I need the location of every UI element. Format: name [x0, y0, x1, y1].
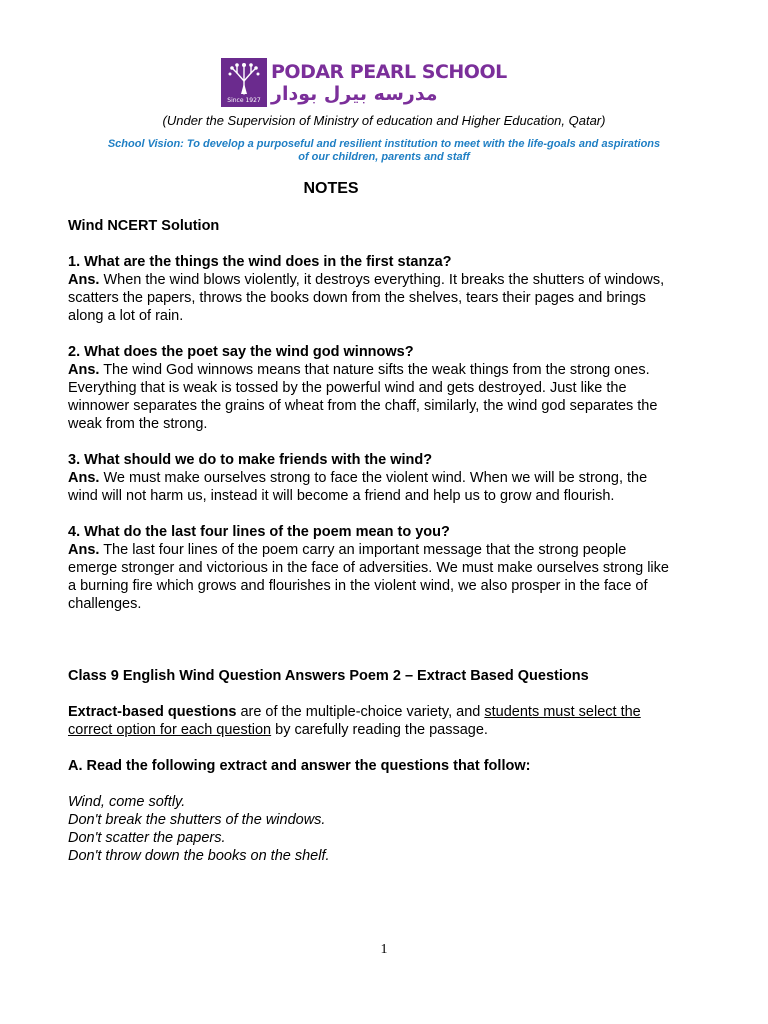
answer-text: The wind God winnows means that nature sifts the weak things from the strong ones. Everything that is weak is tossed by the powerful wind and gets destroyed. Just like the winnower separates the grains of wheat from the chaff, similarly, the wind god separates the weak from the strong.	[68, 362, 658, 432]
answer-label: Ans.	[68, 272, 100, 288]
answer-text: We must make ourselves strong to face the violent wind. When we will be strong, the wind will not harm us, instead it will become a friend and help us to grow and flourish.	[68, 470, 648, 504]
school-name-arabic: مدرسه بيرل بودار	[271, 83, 438, 105]
extract-intro-text-end: by carefully reading the passage.	[271, 722, 488, 738]
answer-text: When the wind blows violently, it destroys everything. It breaks the shutters of windows, scatters the papers, throws the books down from the shelves, tears their pages and brings along a lot of rain.	[68, 272, 665, 324]
poem-line: Wind, come softly.	[68, 794, 186, 810]
notes-title: NOTES	[303, 180, 359, 197]
school-vision: School Vision: To develop a purposeful and resilient institution to meet with the life-goals and aspirations of our children, parents and staff	[107, 138, 661, 163]
school-logo-row	[4, 58, 768, 107]
answer	[68, 469, 678, 505]
poem-line: Don't scatter the papers.	[68, 830, 226, 846]
section-title: Class 9 English Wind Question Answers Poem 2 – Extract Based Questions	[68, 668, 589, 684]
poem-line: Don't break the shutters of the windows.	[68, 812, 326, 828]
answer	[68, 271, 678, 325]
section-title: Wind NCERT Solution	[68, 218, 220, 234]
answer-label: Ans.	[68, 542, 100, 558]
question: 3. What should we do to make friends with the wind?	[68, 452, 433, 468]
poem-line: Don't throw down the books on the shelf.	[68, 848, 330, 864]
school-logo	[221, 58, 267, 107]
question: 4. What do the last four lines of the poem mean to you?	[68, 524, 450, 540]
answer	[68, 541, 678, 613]
extract-intro-underlined: students must select the correct option for each question	[68, 704, 641, 738]
document-body	[68, 217, 678, 865]
extract-intro-text: are of the multiple-choice variety, and	[236, 704, 485, 720]
extract-intro	[68, 703, 678, 739]
question: 2. What does the poet say the wind god winnows?	[68, 344, 414, 360]
answer-text: The last four lines of the poem carry an important message that the strong people emerge stronger and victorious in the face of adversities. We must make ourselves strong like a burning fire which grows and flourishes in the violent wind, we also prosper in the face of challenges.	[68, 542, 669, 612]
qa-item	[68, 343, 678, 433]
answer-label: Ans.	[68, 470, 100, 486]
tree-icon	[226, 61, 262, 95]
school-name-english: PODAR PEARL SCHOOL	[271, 61, 507, 83]
answer-label: Ans.	[68, 362, 100, 378]
extract-heading: A. Read the following extract and answer the questions that follow:	[68, 758, 531, 774]
school-name-block	[271, 58, 551, 105]
letterhead	[0, 58, 768, 164]
qa-item	[68, 451, 678, 505]
question: 1. What are the things the wind does in the first stanza?	[68, 254, 452, 270]
poem-extract	[68, 793, 678, 865]
logo-since-text: Since 1927	[227, 97, 261, 104]
extract-intro-bold: Extract-based questions	[68, 704, 237, 720]
page-number: 1	[380, 942, 388, 957]
supervision-line: (Under the Supervision of Ministry of education and Higher Education, Qatar)	[162, 113, 606, 128]
answer	[68, 361, 678, 433]
qa-item	[68, 523, 678, 613]
qa-item	[68, 253, 678, 325]
